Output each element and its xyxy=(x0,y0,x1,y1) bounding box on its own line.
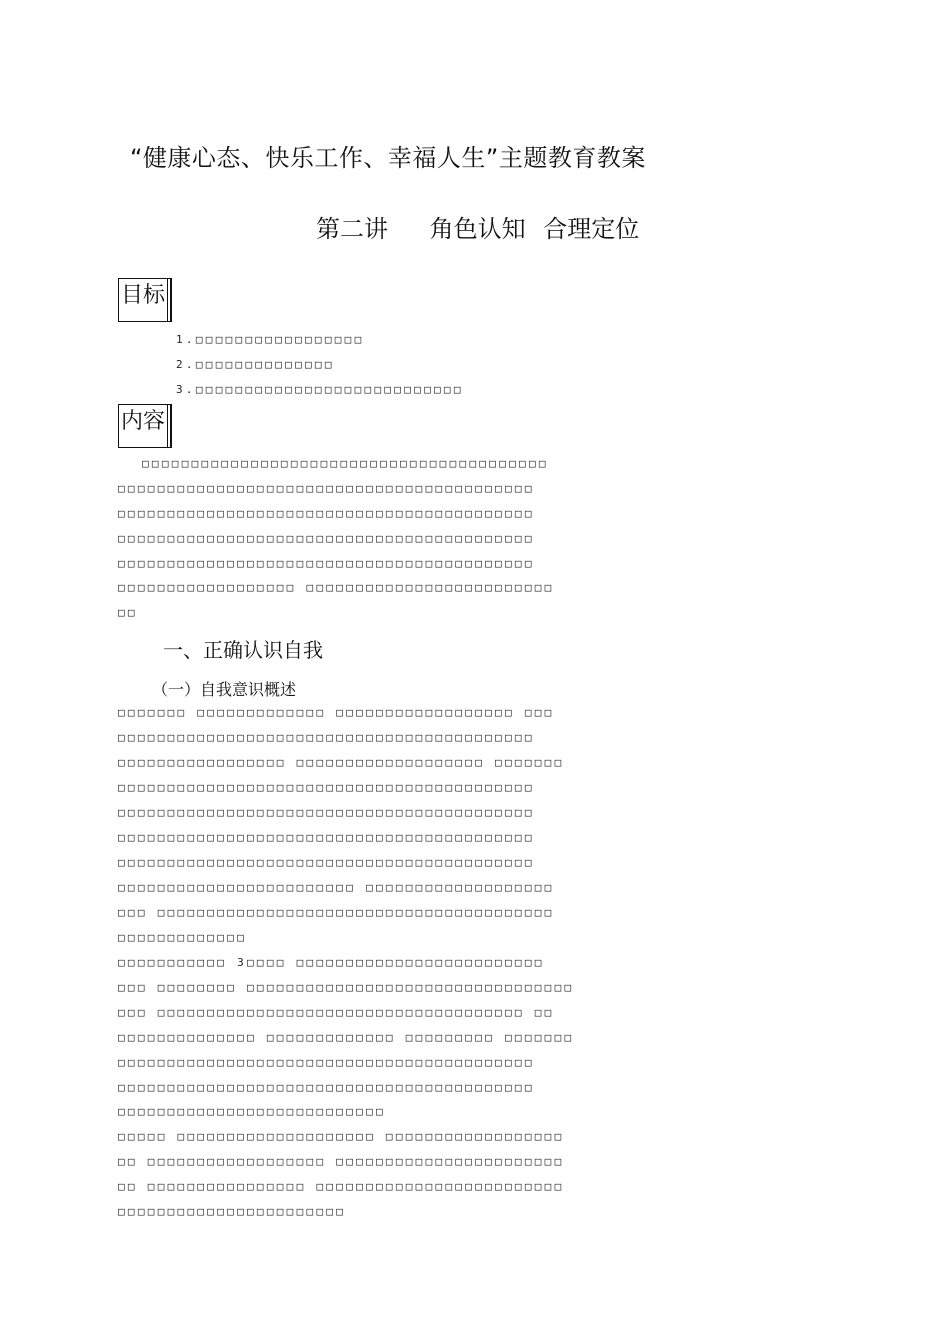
paragraph-line: □□□□□□□□□□□□□□□□□ □□□□□□□□□□□□□□□□□□□ □□□□□□□ xyxy=(118,756,565,769)
paragraph-line: □□□□□ □□□□□□□□□□□□□□□□□□□□ □□□□□□□□□□□□□□□□□□ xyxy=(118,1130,565,1143)
paragraph-line: □□□□□□□□□□□□□□□□□□□□□□□□□□□□□□□□□□□□□□□□□□ xyxy=(118,532,535,545)
paragraph-line: □□□□□□□□□□□□□□□□□□□□□□□□□□□□□□□□□□□□□□□□□□ xyxy=(118,856,535,869)
paragraph-line: □□□□□□□□□□□□□□□□□□□□□□□ xyxy=(118,1205,347,1218)
paragraph-line: □□□□□□□□□□□□□□□□□□□□□□□□ □□□□□□□□□□□□□□□□□□□ xyxy=(118,881,555,894)
goals-label-box: 目标 xyxy=(118,278,168,322)
paragraph-line: □□□□□□□ □□□□□□□□□□□□□ □□□□□□□□□□□□□□□□□□ □□□ xyxy=(118,706,555,719)
paragraph-line: □□□□□□□□□□□□□□□□□□□□□□□□□□□ xyxy=(118,1105,386,1118)
paragraph-line: □□□ □□□□□□□□ □□□□□□□□□□□□□□□□□□□□□□□□□□□□□□□□□ xyxy=(118,981,575,994)
paragraph-line: □□□□□□□□□□□□□□□□□□□□□□□□□□□□□□□□□□□□□□□□□□ xyxy=(118,1081,535,1094)
paragraph-line: □□□□□□□□□□□□□□□□□□□□□□□□□□□□□□□□□□□□□□□□□ xyxy=(142,457,549,470)
paragraph-line: □□□□□□□□□□□□□□□□□□□□□□□□□□□□□□□□□□□□□□□□□□ xyxy=(118,507,535,520)
goal-item: 3.□□□□□□□□□□□□□□□□□□□□□□□□□□□ xyxy=(176,383,464,396)
paragraph-line: □□□□□□□□□□□□□□□□□□□□□□□□□□□□□□□□□□□□□□□□□□ xyxy=(118,731,535,744)
subsection-heading: （一）自我意识概述 xyxy=(152,680,297,699)
paragraph-line: □□□ □□□□□□□□□□□□□□□□□□□□□□□□□□□□□□□□□□□□□ □□ xyxy=(118,1006,555,1019)
goal-item: 1.□□□□□□□□□□□□□□□□□ xyxy=(176,333,365,346)
section-heading: 一、正确认识自我 xyxy=(163,638,323,662)
content-label-box: 内容 xyxy=(118,404,168,448)
paragraph-line: □□□□□□□□□□□ 3□□□□ □□□□□□□□□□□□□□□□□□□□□□□□□ xyxy=(118,956,545,969)
paragraph-line: □□□□□□□□□□□□□□□□□□ □□□□□□□□□□□□□□□□□□□□□□□□□ xyxy=(118,581,555,594)
paragraph-line: □□□ □□□□□□□□□□□□□□□□□□□□□□□□□□□□□□□□□□□□□□□□ xyxy=(118,906,555,919)
paragraph-line: □□□□□□□□□□□□□□□□□□□□□□□□□□□□□□□□□□□□□□□□□□ xyxy=(118,831,535,844)
paragraph-line: □□□□□□□□□□□□□□ □□□□□□□□□□□□□ □□□□□□□□□ □□□□□□□ xyxy=(118,1031,575,1044)
paragraph-line: □□□□□□□□□□□□□□□□□□□□□□□□□□□□□□□□□□□□□□□□□□ xyxy=(118,781,535,794)
goal-item: 2.□□□□□□□□□□□□□□ xyxy=(176,358,335,371)
paragraph-line: □□ □□□□□□□□□□□□□□□□□□ □□□□□□□□□□□□□□□□□□□□□□□ xyxy=(118,1155,565,1168)
paragraph-line: □□ xyxy=(118,606,138,619)
paragraph-line: □□□□□□□□□□□□□ xyxy=(118,931,247,944)
paragraph-line: □□□□□□□□□□□□□□□□□□□□□□□□□□□□□□□□□□□□□□□□□□ xyxy=(118,1056,535,1069)
lecture-subtitle: 第二讲 角色认知 合理定位 xyxy=(316,215,640,243)
paragraph-line: □□ □□□□□□□□□□□□□□□□ □□□□□□□□□□□□□□□□□□□□□□□□□ xyxy=(118,1180,565,1193)
document-title: “健康心态、快乐工作、幸福人生”主题教育教案 xyxy=(130,144,646,172)
paragraph-line: □□□□□□□□□□□□□□□□□□□□□□□□□□□□□□□□□□□□□□□□□□ xyxy=(118,806,535,819)
paragraph-line: □□□□□□□□□□□□□□□□□□□□□□□□□□□□□□□□□□□□□□□□□□ xyxy=(118,557,535,570)
paragraph-line: □□□□□□□□□□□□□□□□□□□□□□□□□□□□□□□□□□□□□□□□□□ xyxy=(118,482,535,495)
